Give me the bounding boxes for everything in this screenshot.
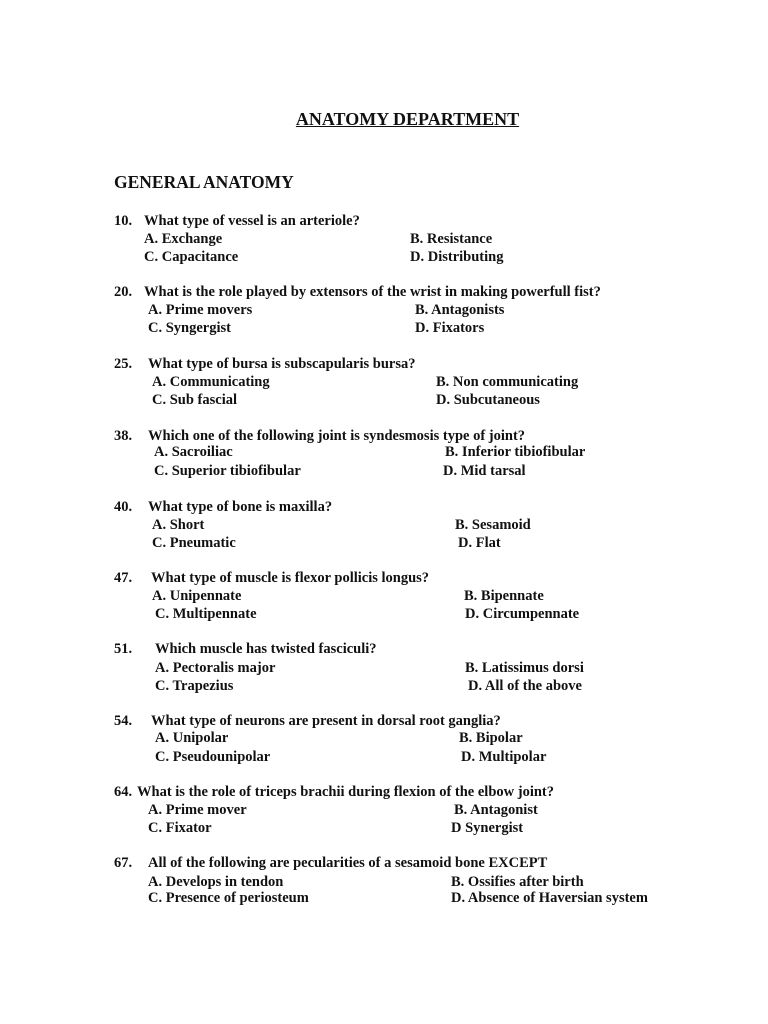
question-text: What type of bone is maxilla? bbox=[148, 499, 333, 515]
question-text: What type of muscle is flexor pollicis longus? bbox=[151, 570, 430, 586]
option-b: B. Non communicating bbox=[436, 374, 579, 390]
question-number: 67. bbox=[114, 855, 133, 871]
option-a: A. Unipennate bbox=[152, 588, 242, 604]
option-c: C. Multipennate bbox=[155, 606, 257, 622]
option-b: B. Inferior tibiofibular bbox=[445, 444, 586, 460]
section-heading: GENERAL ANATOMY bbox=[114, 172, 294, 192]
option-b: B. Antagonists bbox=[415, 302, 505, 318]
option-c: C. Pseudounipolar bbox=[155, 749, 271, 765]
option-c: C. Syngergist bbox=[148, 320, 231, 336]
option-c: C. Sub fascial bbox=[152, 392, 238, 408]
option-a: A. Prime mover bbox=[148, 802, 247, 818]
question-text: Which muscle has twisted fasciculi? bbox=[155, 641, 377, 657]
option-d: D Synergist bbox=[451, 820, 524, 836]
page-title: ANATOMY DEPARTMENT bbox=[295, 109, 520, 129]
option-c: C. Superior tibiofibular bbox=[154, 463, 301, 479]
option-a: A. Communicating bbox=[152, 374, 270, 390]
option-c: C. Capacitance bbox=[144, 249, 239, 265]
option-d: D. Circumpennate bbox=[465, 606, 580, 622]
option-a: A. Short bbox=[152, 517, 205, 533]
question-text: What is the role of triceps brachii during flexion of the elbow joint? bbox=[137, 784, 554, 800]
option-c: C. Pneumatic bbox=[152, 535, 236, 551]
question-number: 20. bbox=[114, 284, 133, 300]
option-d: D. All of the above bbox=[468, 678, 582, 694]
option-a: A. Prime movers bbox=[148, 302, 253, 318]
question-text: All of the following are pecularities of a sesamoid bone EXCEPT bbox=[148, 855, 548, 871]
question-text: Which one of the following joint is syndesmosis type of joint? bbox=[148, 428, 526, 444]
option-d: D. Subcutaneous bbox=[436, 392, 540, 408]
option-b: B. Ossifies after birth bbox=[451, 874, 584, 890]
option-c: C. Presence of periosteum bbox=[148, 890, 309, 906]
option-d: D. Absence of Haversian system bbox=[451, 890, 648, 906]
question-number: 51. bbox=[114, 641, 133, 657]
option-d: D. Flat bbox=[458, 535, 501, 551]
option-a: A. Pectoralis major bbox=[155, 660, 276, 676]
question-number: 10. bbox=[114, 213, 133, 229]
question-number: 47. bbox=[114, 570, 133, 586]
question-number: 25. bbox=[114, 356, 133, 372]
question-number: 40. bbox=[114, 499, 133, 515]
option-d: D. Fixators bbox=[415, 320, 485, 336]
option-a: A. Unipolar bbox=[155, 730, 229, 746]
option-d: D. Multipolar bbox=[461, 749, 547, 765]
option-a: A. Exchange bbox=[144, 231, 223, 247]
question-number: 64. bbox=[114, 784, 133, 800]
option-a: A. Sacroiliac bbox=[154, 444, 233, 460]
option-d: D. Distributing bbox=[410, 249, 504, 265]
option-a: A. Develops in tendon bbox=[148, 874, 284, 890]
option-b: B. Resistance bbox=[410, 231, 493, 247]
option-b: B. Bipolar bbox=[459, 730, 523, 746]
option-b: B. Latissimus dorsi bbox=[465, 660, 584, 676]
option-b: B. Bipennate bbox=[464, 588, 544, 604]
question-number: 54. bbox=[114, 713, 133, 729]
option-b: B. Sesamoid bbox=[455, 517, 531, 533]
question-text: What type of vessel is an arteriole? bbox=[144, 213, 360, 229]
question-text: What type of bursa is subscapularis bursa? bbox=[148, 356, 416, 372]
question-text: What type of neurons are present in dorsal root ganglia? bbox=[151, 713, 501, 729]
question-text: What is the role played by extensors of the wrist in making powerfull fist? bbox=[144, 284, 601, 300]
question-number: 38. bbox=[114, 428, 133, 444]
option-d: D. Mid tarsal bbox=[443, 463, 526, 479]
option-c: C. Fixator bbox=[148, 820, 212, 836]
option-c: C. Trapezius bbox=[155, 678, 234, 694]
option-b: B. Antagonist bbox=[454, 802, 538, 818]
